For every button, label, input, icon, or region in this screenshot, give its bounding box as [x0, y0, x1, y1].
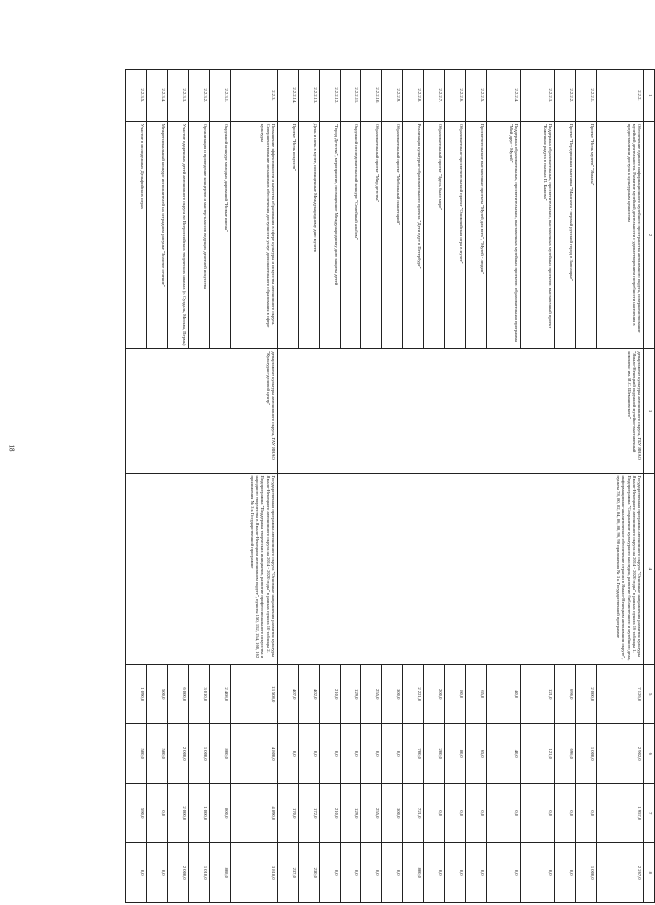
year-2015-amount: 0,0	[486, 783, 520, 843]
event-name: Образовательно-просветительский проект "Олимпийская игра в музее"	[444, 121, 465, 349]
year-2014-amount: 0,0	[298, 724, 319, 784]
year-2016-amount: 0,0	[147, 843, 168, 903]
total-amount: 2 000,0	[575, 664, 596, 724]
budget-table	[125, 69, 655, 903]
row-number: 2.2.3.5.	[126, 70, 147, 122]
event-name: Проект "Передвижная выставка "Мангазея - первый русский город в Заполярье"	[554, 121, 575, 349]
row-number: 2.2.2.7.	[424, 70, 445, 122]
event-name: "Город Детства", мероприятие, посвященное Международному дню защиты детей	[319, 121, 340, 349]
year-2015-amount: 0,0	[424, 783, 445, 843]
header-row	[644, 70, 655, 903]
row-number: 2.2.2.4.	[486, 70, 520, 122]
col-header: 4	[644, 473, 655, 664]
total-amount: 2 221,0	[403, 664, 424, 724]
event-name: Обеспечение единого информационного музейного пространства автономного округа, совершенствование музейной деятельности. Развитие музейной деятельности с удовлетворением потребности населения в предоставлении доступа к культурным ценностям	[596, 121, 643, 349]
year-2016-amount: 0,0	[486, 843, 520, 903]
year-2016-amount: 0,0	[382, 843, 403, 903]
row-number: 2.2.2.9.	[382, 70, 403, 122]
year-2015-amount: 300,0	[382, 783, 403, 843]
event-name: Проект "Ночь искусств"	[277, 121, 298, 349]
year-2015-amount: 800,0	[209, 783, 230, 843]
total-amount: 40,0	[486, 664, 520, 724]
year-2015-amount: 0,0	[465, 783, 486, 843]
event-name: Участие одаренных детей автономного округа во Всероссийских творческих школах (г. Суздаль, Москва, Пермь)	[167, 121, 188, 349]
table-row	[230, 70, 277, 903]
year-2015-amount: 0,0	[147, 783, 168, 843]
row-number: 2.2.2.10.	[361, 70, 382, 122]
row-number: 2.2.2.13.	[298, 70, 319, 122]
year-2014-amount: 800,0	[209, 724, 230, 784]
event-name: Образовательный проект "Мир детства"	[361, 121, 382, 349]
col-header: 5	[644, 664, 655, 724]
event-name: Образовательный проект "Здесь было море"	[424, 121, 445, 349]
year-2016-amount: 0,0	[424, 843, 445, 903]
total-amount: 696,0	[554, 664, 575, 724]
program-reference: Государственная программа автономного округа "Основные направления развития культуры Ямало-Ненецкого автономного округа на 2014 - 2020 годы" в рамках пункта 10 таблицы 2. Подпрограмма "Поддержка творческих инициатив, развитие профессионального искусства и народного творчества в Ямало-Ненецком автономном округе", пункты 150, 152, 154, 160, 162 приложения № 3 к Государственной программе	[126, 473, 278, 664]
year-2016-amount: 0,0	[361, 843, 382, 903]
col-header: 8	[644, 843, 655, 903]
year-2015-amount: 590,0	[126, 783, 147, 843]
total-amount: 200,0	[424, 664, 445, 724]
event-name: Просветительские выставочные проекты "Музей для всех", "Музей - людям"	[465, 121, 486, 349]
year-2015-amount: 129,0	[340, 783, 361, 843]
page-number: 18	[7, 444, 16, 452]
row-number: 2.2.2.2.	[554, 70, 575, 122]
row-number: 2.2.2.12.	[319, 70, 340, 122]
year-2015-amount: 255,0	[361, 783, 382, 843]
year-2015-amount: 1 000,0	[188, 783, 209, 843]
year-2015-amount: 4 890,0	[230, 783, 277, 843]
year-2015-amount: 0,0	[575, 783, 596, 843]
row-number: 2.2.2.11.	[340, 70, 361, 122]
row-number: 2.2.3.1.	[209, 70, 230, 122]
year-2014-amount: 65,0	[465, 724, 486, 784]
total-amount: 1 090,0	[126, 664, 147, 724]
year-2016-amount: 0,0	[444, 843, 465, 903]
year-2014-amount: 700,0	[403, 724, 424, 784]
year-2015-amount: 0,0	[444, 783, 465, 843]
year-2014-amount: 500,0	[126, 724, 147, 784]
row-number: 2.2.2.	[596, 70, 643, 122]
year-2015-amount: 210,0	[319, 783, 340, 843]
year-2016-amount: 3 818,0	[230, 843, 277, 903]
event-name: Участие в молодежных Дельфийских играх	[126, 121, 147, 349]
row-number: 2.2.3.3.	[167, 70, 188, 122]
year-2015-amount: 172,0	[298, 783, 319, 843]
year-2016-amount: 0,0	[554, 843, 575, 903]
event-name: Окружной конкурс молодых дарований "Новые имена"	[209, 121, 230, 349]
year-2014-amount: 40,0	[486, 724, 520, 784]
year-2014-amount: 500,0	[147, 724, 168, 784]
row-number: 2.2.2.6.	[444, 70, 465, 122]
total-amount: 407,0	[277, 664, 298, 724]
year-2014-amount: 0,0	[319, 724, 340, 784]
row-number: 2.2.2.5.	[465, 70, 486, 122]
year-2014-amount: 0,0	[361, 724, 382, 784]
year-2014-amount: 1 000,0	[188, 724, 209, 784]
event-name: Проект "Ночь музеев" "Ямалы"	[575, 121, 596, 349]
event-name: Поддержка образовательных, просветительских, выставочных музейных проектов: образовательная программа "Мой друг - Музей"	[486, 121, 520, 349]
year-2015-amount: 721,0	[403, 783, 424, 843]
row-number: 2.2.2.14.	[277, 70, 298, 122]
year-2016-amount: 2 000,0	[167, 843, 188, 903]
total-amount: 6 000,0	[167, 664, 188, 724]
col-header: 7	[644, 783, 655, 843]
year-2016-amount: 237,0	[277, 843, 298, 903]
year-2016-amount: 1 010,0	[188, 843, 209, 903]
row-number: 2.2.2.1.	[575, 70, 596, 122]
row-number: 2.2.2.8.	[403, 70, 424, 122]
landscape-sheet	[125, 69, 655, 903]
year-2016-amount: 0,0	[319, 843, 340, 903]
year-2014-amount: 2 902,0	[596, 724, 643, 784]
total-amount: 7 126,0	[596, 664, 643, 724]
year-2016-amount: 0,0	[520, 843, 554, 903]
year-2016-amount: 1 000,0	[575, 843, 596, 903]
year-2014-amount: 80,0	[444, 724, 465, 784]
total-amount: 13 508,0	[230, 664, 277, 724]
year-2016-amount: 0,0	[340, 843, 361, 903]
total-amount: 2 408,0	[209, 664, 230, 724]
year-2014-amount: 1 000,0	[575, 724, 596, 784]
year-2014-amount: 0,0	[382, 724, 403, 784]
total-amount: 402,0	[298, 664, 319, 724]
year-2014-amount: 696,0	[554, 724, 575, 784]
row-number: 2.2.3.2.	[188, 70, 209, 122]
event-name: Реализация культурно-образовательного проекта "Дети едут в Петербург"	[403, 121, 424, 349]
row-number: 2.2.2.3.	[520, 70, 554, 122]
year-2016-amount: 800,0	[403, 843, 424, 903]
year-2014-amount: 4 800,0	[230, 724, 277, 784]
event-name: Окружной исследовательский конкурс "Семейный альбом"	[340, 121, 361, 349]
year-2014-amount: 0,0	[340, 724, 361, 784]
row-number: 2.2.3.4.	[147, 70, 168, 122]
event-name: Повышение эффективности и качества образования в сфере культуры и искусства автономного округа. Совершенствование механизмов обеспечения доступности услуг дополнительного образования в сфере культуры	[230, 121, 277, 349]
year-2014-amount: 121,0	[520, 724, 554, 784]
year-2015-amount: 0,0	[520, 783, 554, 843]
total-amount: 300,0	[382, 664, 403, 724]
table-body	[126, 70, 644, 903]
total-amount: 255,0	[361, 664, 382, 724]
total-amount: 210,0	[319, 664, 340, 724]
event-name: Организация и проведение концертов и мастер-классов ведущих деятелей искусства	[188, 121, 209, 349]
year-2014-amount: 2 000,0	[167, 724, 188, 784]
table-row	[596, 70, 643, 903]
total-amount: 65,0	[465, 664, 486, 724]
event-name: Межрегиональный конкурс исполнителей на эстрадном рисунке "Золотое сечение"	[147, 121, 168, 349]
year-2015-amount: 0,0	[554, 783, 575, 843]
year-2014-amount: 200,0	[424, 724, 445, 784]
total-amount: 500,0	[147, 664, 168, 724]
executor: департамент культуры автономного округа, ГАУ ЯНАО "Культурно-деловой центр"	[126, 349, 278, 473]
year-2015-amount: 2 000,0	[167, 783, 188, 843]
total-amount: 80,0	[444, 664, 465, 724]
total-amount: 3 010,0	[188, 664, 209, 724]
event-name: День и ночь в музее, посвященные Международному дню музеев	[298, 121, 319, 349]
event-name: Поддержка образовательных, просветительских, выставочных музейных проектов: выставочный проект "Каменная радуга в сказках П. Бажова"	[520, 121, 554, 349]
year-2015-amount: 1 957,0	[596, 783, 643, 843]
total-amount: 121,0	[520, 664, 554, 724]
row-number: 2.2.3.	[230, 70, 277, 122]
year-2015-amount: 170,0	[277, 783, 298, 843]
event-name: Образовательный проект "Мобильный планетарий"	[382, 121, 403, 349]
executor: департамент культуры автономного округа, ГБУ ЯНАО "Ямало-Ненецкий окружной музейно-выставочный комплекс им. И.С. Шемановского"	[277, 349, 643, 473]
program-reference: Государственная программа автономного округа "Основные направления развития культуры Ямало-Ненецкого автономного округа на 2014 - 2020 годы" в рамках пункта 16 таблицы 1. Подпрограмма "Сохранение культурного наследия, развитие библиотечного и музейного дела, информационно-аналитическое обеспечение отрасли в Ямало-Ненецком автономном округе", пункты 78, 80, 82, 84, 86, 88, 96, 98 приложения № 3 к Государственной программе	[277, 473, 643, 664]
year-2016-amount: 0,0	[465, 843, 486, 903]
col-header: 6	[644, 724, 655, 784]
year-2016-amount: 2 267,0	[596, 843, 643, 903]
year-2016-amount: 230,0	[298, 843, 319, 903]
col-header: 2	[644, 121, 655, 349]
total-amount: 129,0	[340, 664, 361, 724]
year-2014-amount: 0,0	[277, 724, 298, 784]
col-header: 1	[644, 70, 655, 122]
col-header: 3	[644, 349, 655, 473]
year-2016-amount: 808,0	[209, 843, 230, 903]
year-2016-amount: 0,0	[126, 843, 147, 903]
